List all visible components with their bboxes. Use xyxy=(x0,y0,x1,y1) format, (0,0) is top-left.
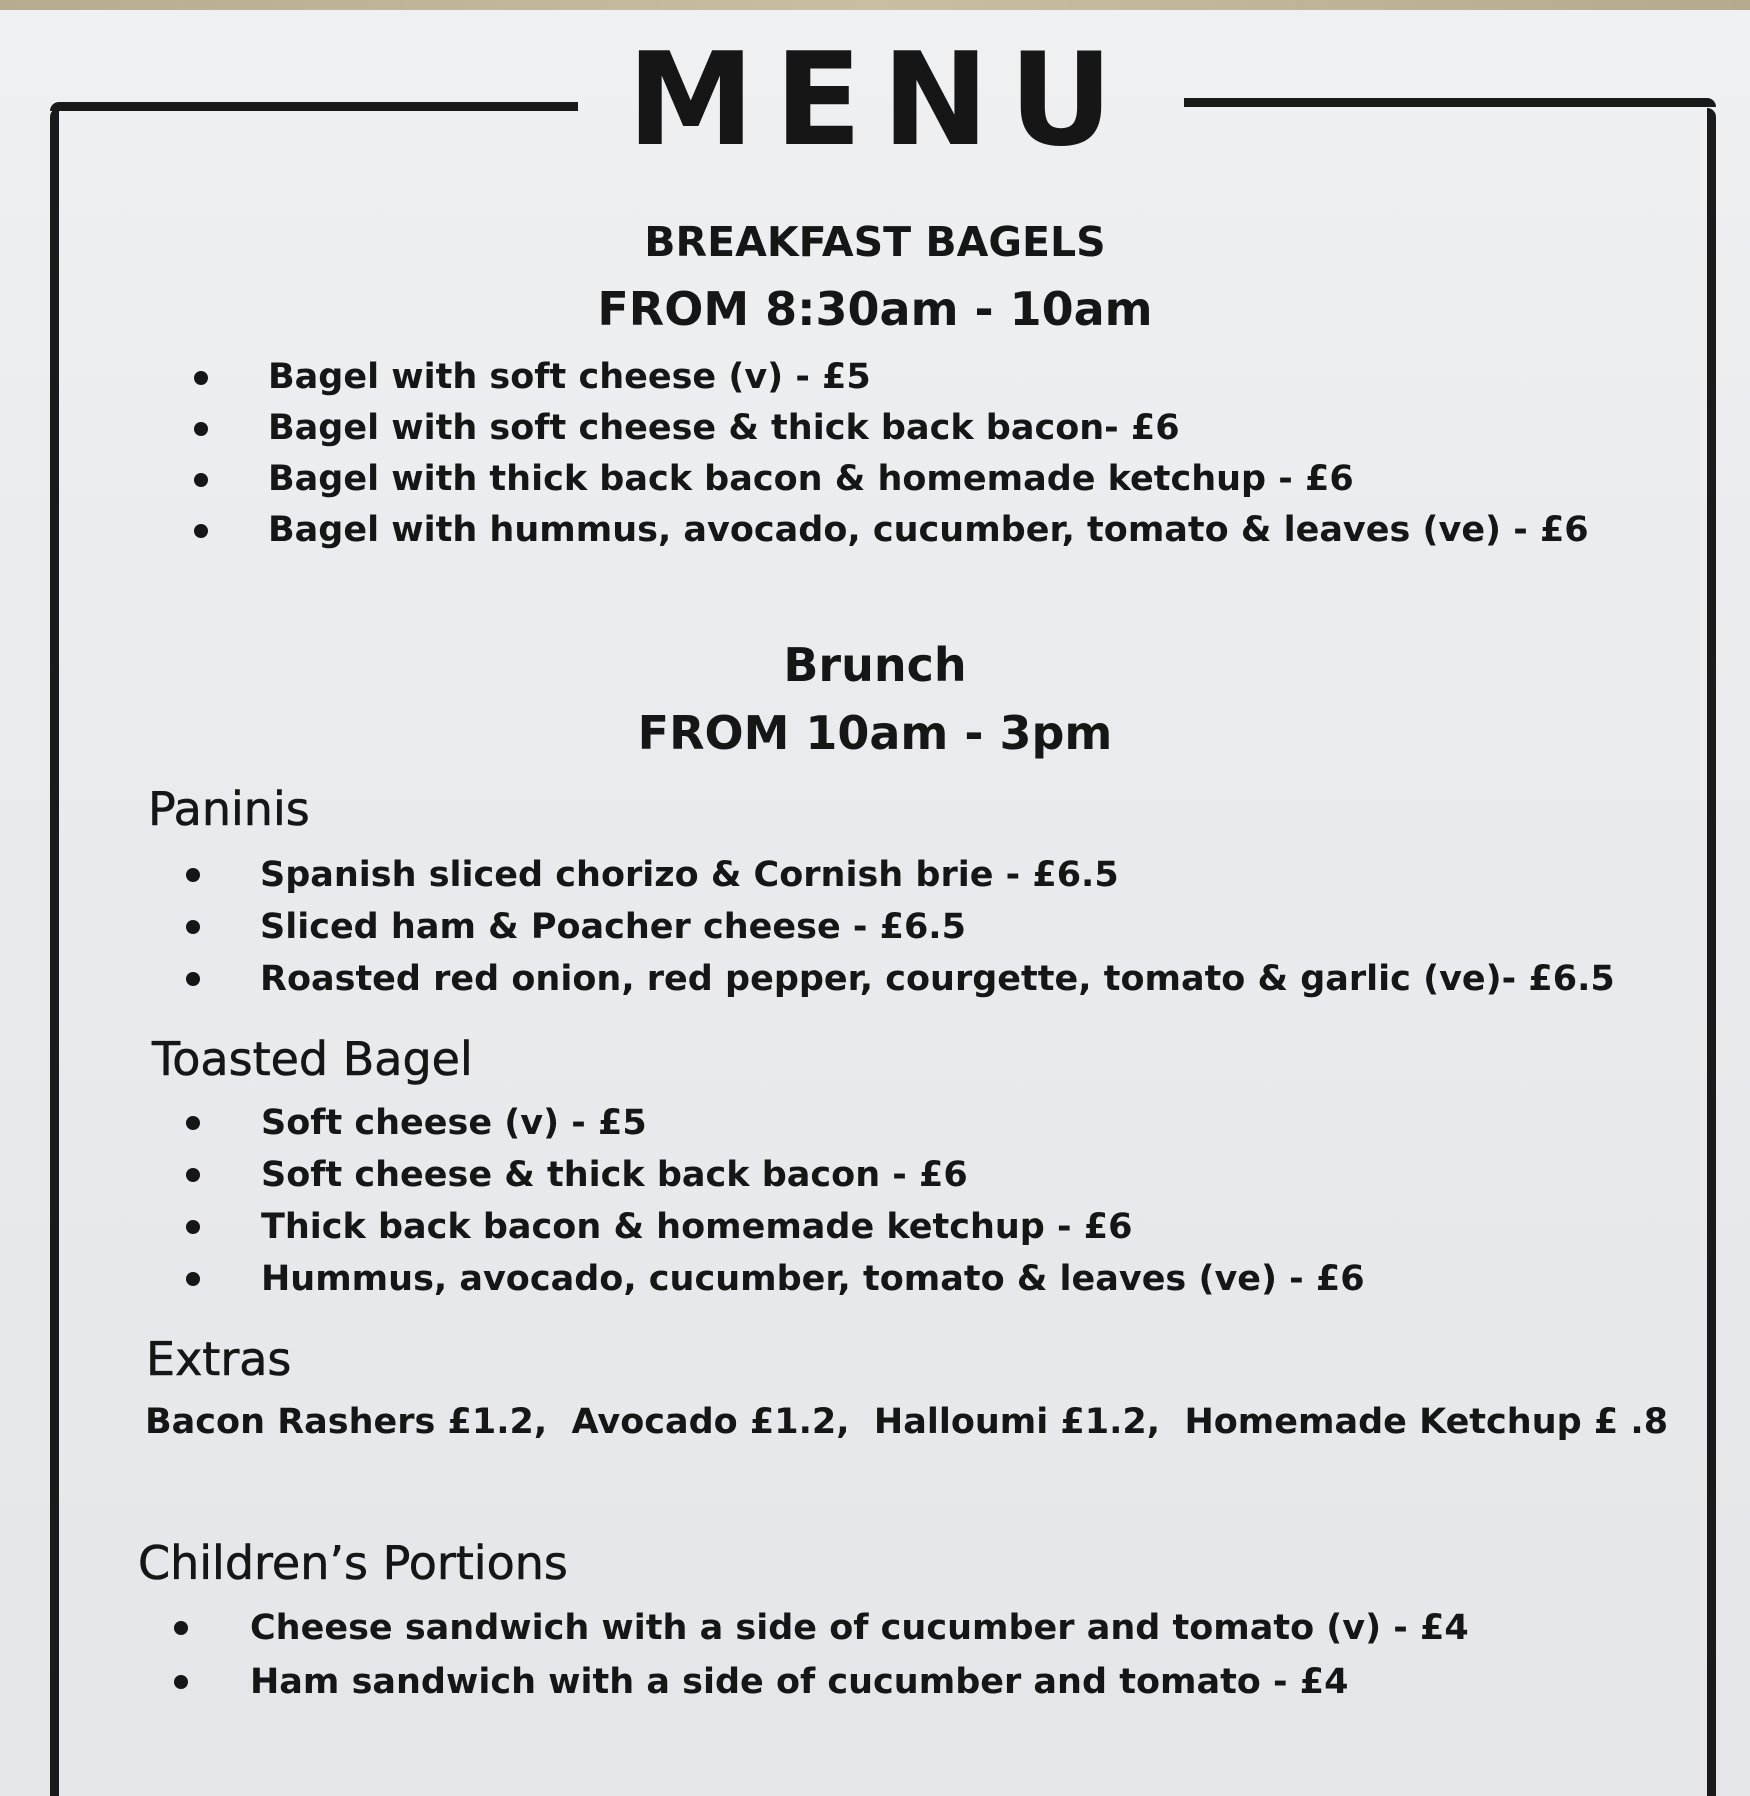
list-item: Spanish sliced chorizo & Cornish brie - £6.5 xyxy=(186,849,1686,901)
list-item: Soft cheese (v) - £5 xyxy=(186,1097,1686,1149)
list-item: Bagel with soft cheese (v) - £5 xyxy=(194,352,1674,403)
paninis-heading: Paninis xyxy=(148,782,310,836)
bullet-icon xyxy=(186,972,200,986)
toasted-bagel-list xyxy=(186,1097,1686,1305)
list-item: Thick back bacon & homemade ketchup - £6 xyxy=(186,1201,1686,1253)
bullet-icon xyxy=(194,422,208,436)
list-item: Cheese sandwich with a side of cucumber and tomato (v) - £4 xyxy=(174,1601,1694,1655)
list-item: Roasted red onion, red pepper, courgette, tomato & garlic (ve)- £6.5 xyxy=(186,953,1686,1005)
extras-line: Bacon Rashers £1.2, Avocado £1.2, Halloumi £1.2, Homemade Ketchup £ .8 xyxy=(145,1402,1669,1442)
bullet-icon xyxy=(174,1621,188,1635)
bullet-icon xyxy=(174,1675,188,1689)
list-item: Bagel with thick back bacon & homemade ketchup - £6 xyxy=(194,454,1674,505)
frame-left-line xyxy=(50,108,59,1796)
list-item: Sliced ham & Poacher cheese - £6.5 xyxy=(186,901,1686,953)
frame-top-left-line xyxy=(50,102,578,111)
extras-heading: Extras xyxy=(146,1332,292,1386)
list-item: Soft cheese & thick back bacon - £6 xyxy=(186,1149,1686,1201)
brunch-time: FROM 10am - 3pm xyxy=(637,706,1113,760)
childrens-portions-heading: Children’s Portions xyxy=(138,1536,568,1590)
bullet-icon xyxy=(186,1272,200,1286)
menu-title: MENU xyxy=(627,26,1133,175)
bullet-icon xyxy=(186,1220,200,1234)
frame-top-right-line xyxy=(1184,98,1716,107)
bullet-icon xyxy=(186,920,200,934)
breakfast-bagels-list xyxy=(194,352,1674,556)
frame-right-line xyxy=(1707,108,1716,1796)
paninis-list xyxy=(186,849,1686,1005)
childrens-portions-list xyxy=(174,1601,1694,1709)
bullet-icon xyxy=(186,1168,200,1182)
bullet-icon xyxy=(194,473,208,487)
list-item: Hummus, avocado, cucumber, tomato & leaves (ve) - £6 xyxy=(186,1253,1686,1305)
list-item: Bagel with soft cheese & thick back bacon- £6 xyxy=(194,403,1674,454)
bullet-icon xyxy=(194,524,208,538)
list-item: Ham sandwich with a side of cucumber and tomato - £4 xyxy=(174,1655,1694,1709)
bullet-icon xyxy=(186,868,200,882)
bullet-icon xyxy=(194,371,208,385)
breakfast-bagels-heading: BREAKFAST BAGELS xyxy=(644,218,1106,266)
bullet-icon xyxy=(186,1116,200,1130)
brunch-heading: Brunch xyxy=(783,638,967,692)
list-item: Bagel with hummus, avocado, cucumber, tomato & leaves (ve) - £6 xyxy=(194,505,1674,556)
breakfast-bagels-time: FROM 8:30am - 10am xyxy=(597,282,1153,336)
toasted-bagel-heading: Toasted Bagel xyxy=(152,1032,473,1086)
